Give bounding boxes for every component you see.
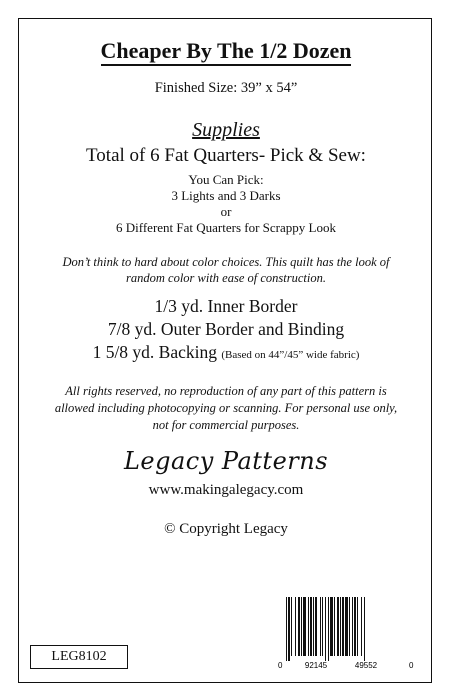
website-url[interactable]: www.makingalegacy.com bbox=[148, 482, 304, 498]
barcode-bar bbox=[357, 597, 358, 656]
barcode-bar bbox=[361, 597, 362, 656]
barcode-bar bbox=[364, 597, 365, 661]
barcode-bar bbox=[308, 597, 309, 656]
barcode-bar bbox=[337, 597, 339, 656]
pick-line: You Can Pick: bbox=[188, 172, 264, 187]
barcode-bar bbox=[310, 597, 312, 656]
barcode-bars bbox=[286, 597, 365, 661]
finished-size: Finished Size: 39” x 54” bbox=[154, 80, 298, 96]
barcode-bar bbox=[301, 597, 302, 656]
barcode-bar bbox=[286, 597, 287, 661]
backing-yardage: 1 5/8 yd. Backing (Based on 44”/45” wide fabric) bbox=[92, 342, 360, 362]
barcode-bar bbox=[342, 597, 344, 656]
barcode-bar bbox=[340, 597, 341, 656]
barcode-bar bbox=[334, 597, 335, 656]
fat-quarters-total: Total of 6 Fat Quarters- Pick & Sew: bbox=[86, 145, 366, 166]
outer-border-yardage: 7/8 yd. Outer Border and Binding bbox=[107, 319, 345, 339]
barcode-bar bbox=[303, 597, 306, 656]
barcode-bar bbox=[345, 597, 348, 656]
barcode-digit-first: 0 bbox=[278, 661, 283, 670]
barcode-group-1: 92145 bbox=[304, 661, 328, 670]
upc-barcode bbox=[276, 595, 416, 670]
backing-note: (Based on 44”/45” wide fabric) bbox=[221, 349, 360, 361]
barcode-group-2: 49552 bbox=[354, 661, 378, 670]
barcode-bar bbox=[298, 597, 300, 656]
inner-border-yardage: 1/3 yd. Inner Border bbox=[154, 296, 298, 316]
barcode-bar bbox=[313, 597, 314, 656]
pick-line: 3 Lights and 3 Darks bbox=[171, 188, 281, 203]
barcode-bar bbox=[291, 597, 292, 656]
barcode-digit-last: 0 bbox=[409, 661, 414, 670]
barcode-bar bbox=[349, 597, 350, 656]
barcode-bar bbox=[315, 597, 317, 656]
legacy-patterns-logo: Legacy Patterns bbox=[123, 447, 329, 475]
barcode-bar bbox=[330, 597, 333, 656]
product-code: LEG8102 bbox=[30, 645, 128, 669]
barcode-bar bbox=[288, 597, 290, 661]
barcode-bar bbox=[328, 597, 329, 661]
copyright-text: © Copyright Legacy bbox=[164, 521, 288, 537]
color-note-line: Don’t think to hard about color choices. This quilt has the look of bbox=[62, 255, 390, 269]
color-note-line: random color with ease of construction. bbox=[126, 271, 326, 285]
barcode-bar bbox=[320, 597, 321, 656]
rights-line: allowed including photocopying or scanning. For personal use only, bbox=[54, 401, 398, 415]
pick-line: 6 Different Fat Quarters for Scrappy Look bbox=[116, 220, 336, 235]
barcode-bar bbox=[295, 597, 296, 656]
barcode-bar bbox=[352, 597, 353, 656]
supplies-heading: Supplies bbox=[192, 119, 260, 141]
barcode-bar bbox=[354, 597, 356, 656]
rights-line: All rights reserved, no reproduction of any part of this pattern is bbox=[65, 384, 387, 398]
pattern-title: Cheaper By The 1/2 Dozen bbox=[0, 38, 452, 64]
pick-line: or bbox=[220, 204, 232, 219]
rights-line: not for commercial purposes. bbox=[152, 418, 300, 432]
barcode-bar bbox=[322, 597, 323, 656]
barcode-bar bbox=[325, 597, 326, 661]
